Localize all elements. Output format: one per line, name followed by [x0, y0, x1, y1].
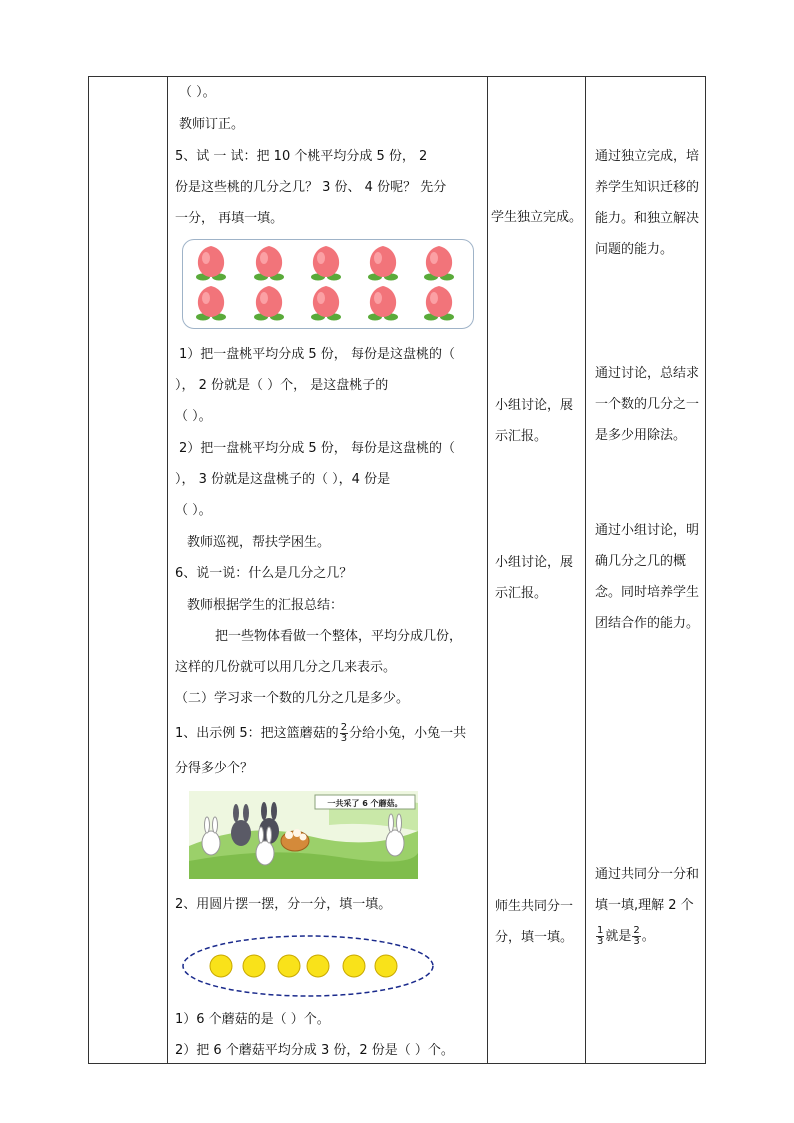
task6-heading: 6、说一说：什么是几分之几？	[175, 566, 353, 581]
example5-line1	[175, 723, 466, 744]
definition-line1: 把一些物体看做一个整体，平均分成几份，	[215, 629, 463, 644]
teacher-patrol: 教师巡视，帮扶学困生。	[187, 535, 331, 550]
fraction-one-third	[596, 926, 604, 947]
fraction-two-thirds	[632, 926, 640, 947]
peach-icon	[196, 246, 226, 281]
peach-icon	[254, 246, 284, 281]
activity-group-report: 小组讨论，展示汇报。	[495, 555, 574, 601]
coin-icon	[375, 955, 397, 977]
intent-fraction-mid: 就是	[605, 929, 632, 944]
intent-fraction-end: 。	[641, 929, 655, 944]
question1-line1: 1）把一盘桃平均分成 5 份， 每份是这盘桃的（	[179, 347, 455, 362]
example5-text-end: 分给小兔，小兔一共	[349, 726, 467, 741]
section2-heading: （二）学习求一个数的几分之几是多少。	[175, 691, 410, 706]
task5-line2: 份是这些桃的几分之几？ 3 份、 4 份呢？ 先分	[175, 180, 447, 195]
task5-line3: 一分， 再填一填。	[175, 211, 284, 226]
coin-icon	[278, 955, 300, 977]
fraction-denominator: 3	[633, 936, 640, 947]
coin-icon	[210, 955, 232, 977]
coin-icon	[243, 955, 265, 977]
peach-icon	[368, 286, 398, 321]
peach-icon	[254, 286, 284, 321]
teacher-correct: 教师订正。	[179, 117, 245, 132]
fraction-numerator: 2	[633, 925, 640, 936]
peach-icon	[196, 286, 226, 321]
activity-teacher-student: 师生共同分一分，填一填。	[495, 899, 574, 945]
lesson-table	[88, 76, 706, 1064]
definition-line2: 这样的几份就可以用几分之几来表示。	[175, 660, 397, 675]
fraction-numerator: 2	[340, 722, 348, 733]
peach-icon	[424, 246, 454, 281]
fraction-two-thirds	[340, 723, 348, 744]
example5-text: 1、出示例 5：把这篮蘑菇的	[175, 726, 339, 741]
task5-line1: 5、试 一 试：把 10 个桃平均分成 5 份， 2	[175, 149, 428, 164]
coin-icon	[307, 955, 329, 977]
peach-image	[182, 239, 474, 329]
example5-line2: 分得多少个？	[175, 761, 254, 776]
rabbits-mushroom-image	[189, 791, 418, 879]
peach-icon	[424, 286, 454, 321]
blank-line: （ ）。	[179, 85, 216, 100]
fill-question1: 1）6 个蘑菇的是（ ）个。	[175, 1012, 330, 1027]
question1-line2: ）， 2 份就是（ ）个， 是这盘桃子的	[175, 378, 389, 393]
activity-group-discussion: 小组讨论，展示汇报。	[495, 398, 574, 444]
image-caption: 一共采了 6 个蘑菇。	[327, 799, 403, 808]
task2-heading: 2、用圆片摆一摆，分一分，填一填。	[175, 897, 392, 912]
column-divider	[585, 77, 586, 1063]
column-divider	[487, 77, 488, 1063]
column-divider	[167, 77, 168, 1063]
intent-fraction-text: 通过共同分一分和填一填,理解 2 个	[595, 867, 700, 913]
fraction-denominator: 3	[340, 733, 348, 744]
activity-independent: 学生独立完成。	[491, 210, 583, 225]
question2-line2: ）， 3 份就是这盘桃子的（ ），4 份是	[175, 472, 391, 487]
fill-question2: 2）把 6 个蘑菇平均分成 3 份，2 份是（ ）个。	[175, 1043, 454, 1058]
intent-fraction	[595, 859, 703, 952]
coins-image	[181, 933, 435, 999]
question2-line3: （ ）。	[175, 503, 212, 518]
fraction-denominator: 3	[597, 936, 604, 947]
question1-line3: （ ）。	[175, 409, 212, 424]
intent-group: 通过小组讨论，明确几分之几的概念。同时培养学生团结合作的能力。	[595, 523, 700, 631]
peach-icon	[368, 246, 398, 281]
design-intent-column	[587, 77, 705, 1063]
peach-icon	[311, 286, 341, 321]
coin-icon	[343, 955, 365, 977]
student-activity-column	[489, 77, 585, 1063]
peach-icon	[311, 246, 341, 281]
fraction-numerator: 1	[597, 925, 604, 936]
teaching-process-column	[169, 77, 487, 1063]
question2-line1: 2）把一盘桃平均分成 5 份， 每份是这盘桃的（	[179, 441, 455, 456]
intent-discussion: 通过讨论，总结求一个数的几分之一是多少用除法。	[595, 366, 700, 443]
intent-independent: 通过独立完成，培养学生知识迁移的能力。和独立解决问题的能力。	[595, 149, 700, 257]
teacher-summary: 教师根据学生的汇报总结：	[187, 598, 344, 613]
